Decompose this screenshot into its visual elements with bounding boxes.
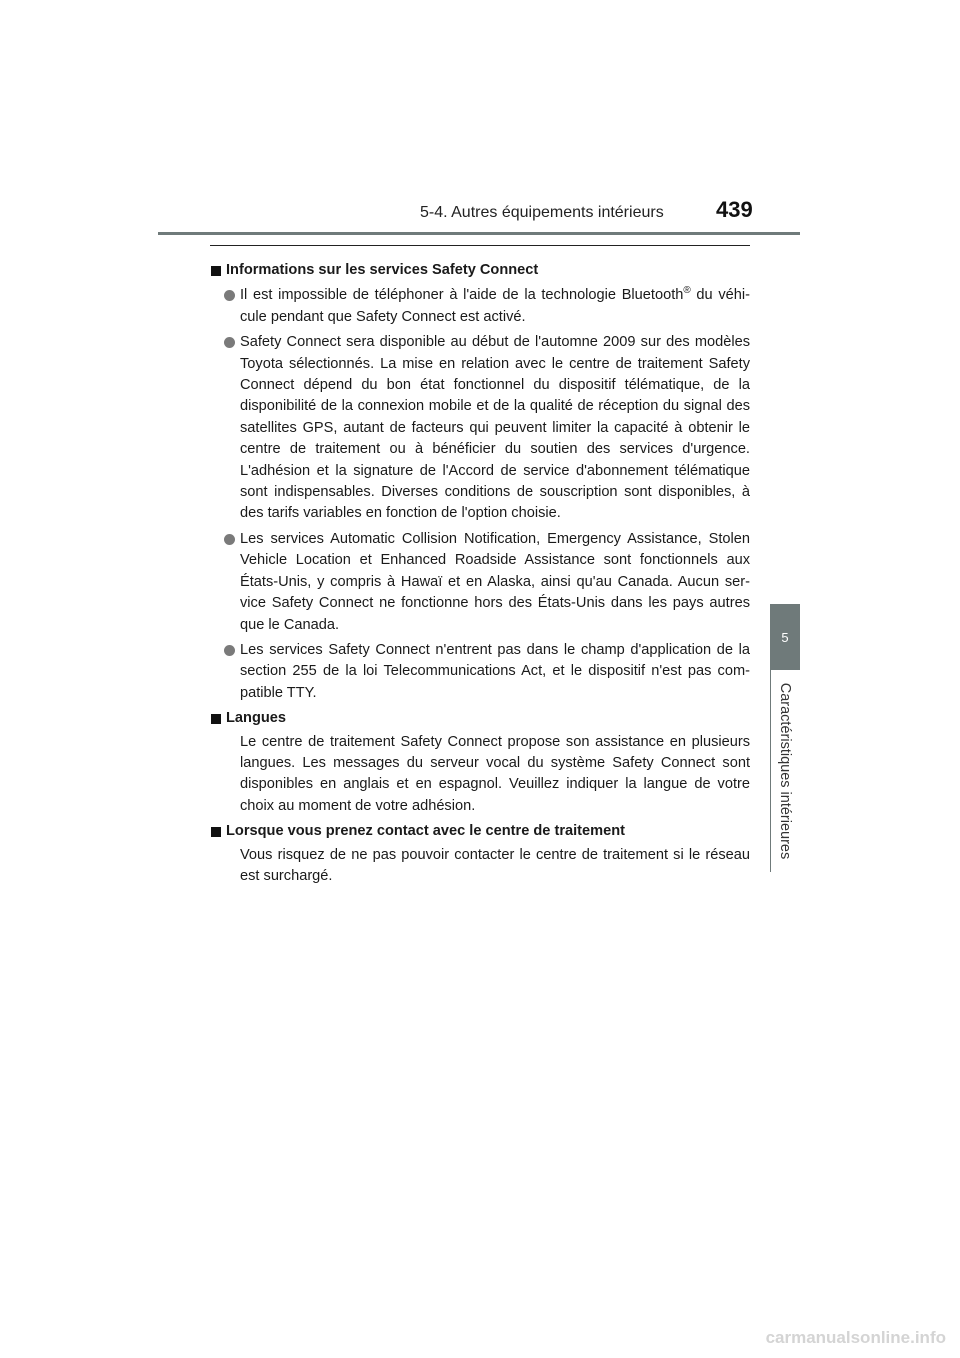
circle-bullet-icon [224, 290, 235, 301]
chapter-title: Caractéristiques intérieures [777, 682, 793, 860]
header-rule [158, 232, 800, 235]
section-paragraph: Le centre de traitement Safety Connect propose son assistance en plusieurs langues. Les messages du serveur vocal du système Safety Connect sont disponibles en anglais et en espagnol. Veuillez indiquer la langue de votre choix au moment de votre adhésion. [240, 733, 750, 814]
circle-bullet-icon [224, 534, 235, 545]
square-bullet-icon [211, 827, 221, 837]
list-item: Les services Safety Connect n'entrent pas dans le champ d'application de la section 255 de la loi Telecommunications Act, et le dispositif n'est pas compatible TTY. [210, 640, 750, 704]
circle-bullet-icon [224, 337, 235, 348]
section-paragraph: Vous risquez de ne pas pouvoir contacter le centre de traitement si le réseau est surchargé. [240, 846, 750, 884]
page-content [210, 256, 750, 887]
content-top-rule [210, 245, 750, 246]
square-bullet-icon [211, 714, 221, 724]
list-item: Safety Connect sera disponible au début de l'automne 2009 sur des modèles Toyota sélectionnés. La mise en relation avec le centre de traitement Safety Connect dépend du bon état fonctionnel du dispositif télématique, de la disponibilité de la connexion mobile et de la qualité de réception du signal des satellites GPS, autant de facteurs qui peuvent limiter la capacité à obtenir le centre de traitement ou à bénéficier du soutien des services d'urgence. L'adhésion et la signature de l'Accord de service d'abonnement télématique sont indispensables. Diverses conditions de souscription sont disponibles, à des tarifs variables en fonction de l'option choisie. [210, 332, 750, 525]
square-bullet-icon [211, 266, 221, 276]
circle-bullet-icon [224, 645, 235, 656]
section-heading: Informations sur les services Safety Connect [210, 260, 750, 281]
list-item: Il est impossible de téléphoner à l'aide de la technologie Bluetooth® du véhicule pendant que Safety Connect est activé. [210, 285, 750, 328]
chapter-number: 5 [781, 629, 789, 645]
chapter-tab [770, 604, 800, 670]
list-item: Les services Automatic Collision Notification, Emergency Assistance, Stolen Vehicle Location et Enhanced Roadside Assistance sont fonctionnels aux États-Unis, y compris à Hawaï et en Alaska, ainsi qu'au Canada. Aucun service Safety Connect ne fonctionne hors des États-Unis dans les pays autres que le Canada. [210, 529, 750, 636]
section-heading: Lorsque vous prenez contact avec le centre de traitement [210, 821, 750, 842]
page-number: 439 [716, 197, 753, 222]
header-section-title: 5-4. Autres équipements intérieurs [420, 204, 664, 221]
section-heading: Langues [210, 708, 750, 729]
watermark: carmanualsonline.info [765, 1328, 946, 1347]
